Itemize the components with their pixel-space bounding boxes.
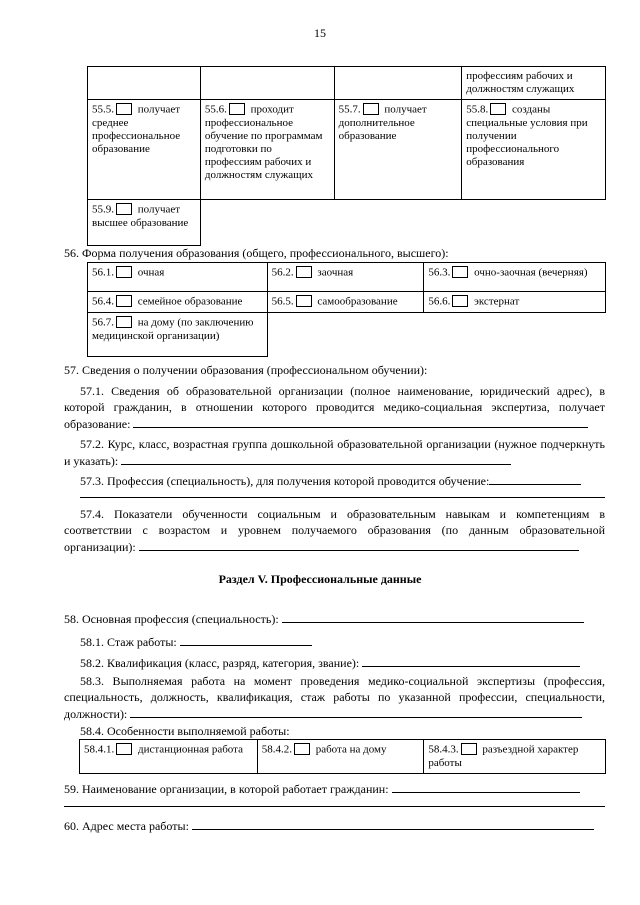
option-56-6 (424, 292, 606, 313)
education-form-table (87, 262, 606, 357)
q58-1-text: 58.1. Стаж работы: (80, 635, 177, 649)
checkbox[interactable] (116, 743, 132, 755)
q58-4-text: 58.4. Особенности выполняемой работы: (80, 724, 290, 738)
option-56-2 (267, 263, 424, 292)
checkbox[interactable] (296, 266, 312, 278)
option-56-7 (88, 313, 268, 357)
checkbox[interactable] (116, 103, 132, 115)
option-label: получает среднее профессиональное образование (92, 103, 181, 155)
q58-3 (64, 673, 605, 722)
q58-1 (80, 633, 312, 650)
q57-4 (64, 506, 605, 555)
q58-4 (80, 723, 290, 739)
q57-3-text: 57.3. Профессия (специальность), для получения которой проводится обучение: (80, 474, 490, 488)
option-number: 55.8. (466, 103, 489, 116)
option-55-9 (88, 200, 201, 246)
checkbox[interactable] (229, 103, 245, 115)
option-58-4-3 (424, 740, 606, 774)
option-number: 56.5. (271, 295, 294, 308)
checkbox[interactable] (116, 266, 132, 278)
option-56-3 (424, 263, 606, 292)
q59-extra-line[interactable] (64, 806, 605, 807)
q57-1-field[interactable] (133, 415, 588, 428)
checkbox[interactable] (452, 266, 468, 278)
q60 (64, 817, 605, 834)
option-58-4-1 (80, 740, 258, 774)
q57-1-text: 57.1. Сведения об образовательной организации (полное наименование, юридический адрес), в которой гражданин, в отношении которого проводится медико-социальная экспертиза, получает образование: (64, 384, 605, 431)
checkbox[interactable] (116, 295, 132, 307)
option-label: самообразование (317, 295, 398, 308)
option-label: получает дополнительное образование (338, 103, 427, 142)
q57-2-field[interactable] (121, 452, 511, 465)
q57-heading: 57. Сведения о получении образования (профессиональном обучении): (64, 363, 428, 377)
option-56-4 (88, 292, 268, 313)
q58-text: 58. Основная профессия (специальность): (64, 612, 279, 626)
option-number: 56.7. (92, 316, 114, 329)
checkbox[interactable] (116, 203, 132, 215)
option-label: работа на дому (315, 743, 387, 756)
option-number: 55.9. (92, 203, 114, 216)
q58-2-text: 58.2. Квалификация (класс, разряд, категория, звание): (80, 656, 360, 670)
page-number: 15 (314, 26, 326, 40)
option-number: 55.6. (204, 103, 227, 116)
checkbox[interactable] (452, 295, 468, 307)
q58-3-text: 58.3. Выполняемая работа на момент проведения медико-социальной экспертизы (профессия, специальность, должность, квалификация, стаж работы по указанной профессии, специальности, должности): (64, 674, 605, 721)
q57-2-text: 57.2. Курс, класс, возрастная группа дошкольной образовательной организации (нужное подчеркнуть и указать): (64, 437, 605, 468)
option-55-8 (462, 100, 606, 200)
table-cell-empty (334, 67, 462, 100)
option-56-5 (267, 292, 424, 313)
table-cell-empty (200, 67, 334, 100)
cell-text: профессиям рабочих и должностям служащих (466, 70, 575, 95)
q58-3-field[interactable] (130, 705, 582, 718)
q57-1 (64, 383, 605, 432)
checkbox[interactable] (296, 295, 312, 307)
option-number: 56.2. (271, 266, 294, 279)
table-cell-empty (88, 67, 201, 100)
q57-2 (64, 436, 605, 469)
q60-text: 60. Адрес места работы: (64, 819, 189, 833)
option-label: получает высшее образование (92, 203, 189, 229)
option-number: 55.7. (338, 103, 361, 116)
option-55-5 (88, 100, 201, 200)
checkbox[interactable] (294, 743, 310, 755)
checkbox[interactable] (461, 743, 477, 755)
option-55-7 (334, 100, 462, 200)
option-number: 55.5. (92, 103, 114, 116)
q59 (64, 780, 605, 797)
q57-3-field[interactable] (489, 472, 581, 485)
q58-2 (80, 654, 605, 671)
q58 (64, 610, 605, 627)
option-58-4-2 (257, 740, 424, 774)
option-label: на дому (по заключению медицинской организации) (92, 316, 254, 342)
q57-4-text: 57.4. Показатели обученности социальным и образовательным навыкам и компетенциям в соответствии с возрастом и уровнем получаемого образования (по данным образовательной организации): (64, 507, 605, 554)
section-title: Раздел V. Профессиональные данные (218, 572, 422, 586)
option-label: очная (137, 266, 165, 279)
option-label: заочная (317, 266, 354, 279)
option-label: созданы специальные условия при получении профессионального образования (466, 103, 588, 168)
q59-text: 59. Наименование организации, в которой работает гражданин: (64, 782, 389, 796)
option-number: 56.4. (92, 295, 114, 308)
option-label: экстернат (474, 295, 520, 308)
option-label: разъездной характер работы (428, 743, 579, 769)
option-label: очно-заочная (вечерняя) (474, 266, 588, 279)
checkbox[interactable] (116, 316, 132, 328)
q60-field[interactable] (192, 817, 594, 830)
option-56-1 (88, 263, 268, 292)
table-cell-carry-over (462, 67, 606, 100)
q58-field[interactable] (282, 610, 584, 623)
option-number: 56.6. (428, 295, 451, 308)
checkbox[interactable] (490, 103, 506, 115)
q57-3 (80, 472, 605, 489)
option-label: дистанционная работа (138, 743, 243, 756)
q59-field[interactable] (392, 780, 580, 793)
q56-heading: 56. Форма получения образования (общего, профессионального, высшего): (64, 246, 449, 260)
option-label: проходит профессиональное обучение по программам подготовки по профессиям рабочих и должностям служащих (204, 103, 323, 181)
q57-4-field[interactable] (139, 538, 579, 551)
option-number: 56.3. (428, 266, 451, 279)
q58-2-field[interactable] (362, 654, 580, 667)
education-status-table (87, 66, 606, 246)
checkbox[interactable] (363, 103, 379, 115)
option-label: семейное образование (137, 295, 243, 308)
option-number: 58.4.3. (428, 743, 459, 756)
option-55-6 (200, 100, 334, 200)
option-number: 56.1. (92, 266, 114, 279)
work-features-table (79, 739, 606, 774)
option-number: 58.4.2. (261, 743, 292, 756)
option-number: 58.4.1. (84, 743, 115, 756)
q57-3-extra-line[interactable] (80, 497, 605, 498)
q58-1-field[interactable] (180, 633, 312, 646)
